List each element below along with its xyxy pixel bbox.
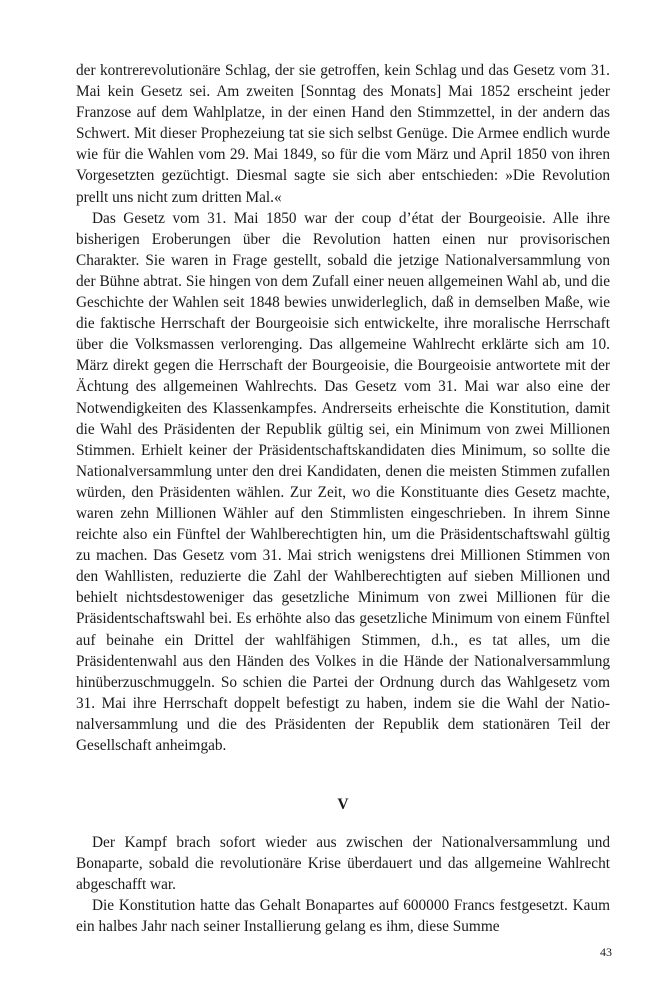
section-spacer: [76, 815, 610, 832]
section-heading: V: [337, 796, 349, 814]
section-spacer: [76, 756, 610, 794]
paragraph-salary: Die Konstitution hatte das Gehalt Bonapartes auf 600000 Francs festgesetzt. Kaum ein halbes Jahr nach seiner Installierung gelang es ihm, diese Summe: [76, 897, 610, 936]
paragraph-struggle-resumed: Der Kampf brach sofort wieder aus zwischen der Nationalversammlung und Bonaparte, sobald die revolutionäre Krise überdauert und das allgemeine Wahlrecht abgeschafft war.: [76, 834, 610, 894]
page-body: [76, 60, 610, 960]
paragraph-continuation: der kontrerevolutionäre Schlag, der sie getroffen, kein Schlag und das Gesetz vom 31. Mai kein Gesetz sei. Am zweiten [Sonntag des Monats] Mai 1852 erscheint jeder Franzose auf dem Wahlplatze, in der einen Hand den Stimmzettel, in der andern das Schwert. Mit dieser Prophezeiung tat sie sich selbst Genüge. Die Armee endlich wurde wie für die Wahlen vom 29. Mai 1849, so für die vom März und April 1850 von ihren Vorgesetzten gezüchtigt. Diesmal sagte sie sich aber entschieden: »Die Revolution prellt uns nicht zum dritten Mal.«: [76, 62, 610, 206]
page-number: 43: [600, 945, 612, 959]
paragraph-law-of-may-31: Das Gesetz vom 31. Mai 1850 war der coup d’état der Bourgeoisie. Alle ihre bisherigen Eroberungen über die Revolution hatten einen nur provisorischen Charakter. Sie waren in Frage gestellt, sobald die jetzige Nationalversammlung von der Bühne abtrat. Sie hingen von dem Zufall einer neuen allgemeinen Wahl ab, und die Geschichte der Wahlen seit 1848 bewies unwiderleglich, daß in demselben Maße, wie die faktische Herrschaft der Bourgeoisie sich entwickelte, ihre moralische Herrschaft über die Volksmassen verlorenging. Das allgemeine Wahlrecht erklärte sich am 10. März direkt gegen die Herrschaft der Bourgeoisie, die Bourgeoisie antwortete mit der Ächtung des allgemeinen Wahlrechts. Das Gesetz vom 31. Mai war also eine der Notwendigkeiten des Klassenkampfes. Andrerseits erheischte die Konstitution, damit die Wahl des Präsidenten der Republik gültig sei, ein Minimum von zwei Millionen Stimmen. Erhielt keiner der Präsidentschaftskandidaten dies Minimum, so sollte die Nationalversammlung unter den drei Kandidaten, denen die meisten Stimmen zufallen würden, den Präsidenten wählen. Zur Zeit, wo die Konstituante dies Gesetz machte, waren zehn Millionen Wähler auf den Stimmlisten eingeschrieben. In ihrem Sinne reichte also ein Fünftel der Wahlberechtigten hin, um die Präsidentschaftswahl gültig zu machen. Das Gesetz vom 31. Mai strich wenigstens drei Millionen Stimmen von den Wahllisten, reduzierte die Zahl der Wahlberechtigten auf sieben Millionen und behielt nichtsdestoweniger das gesetzliche Minimum von zwei Millionen für die Präsidentschaftswahl bei. Es erhöhte also das gesetzliche Minimum von einem Fünftel auf beinahe ein Drittel der wahlfähigen Stimmen, d.h., es tat alles, um die Präsidentenwahl aus den Händen des Volkes in die Hände der Nationalversammlung hinüberzuschmuggeln. So schien die Partei der Ordnung durch das Wahlgesetz vom 31. Mai ihre Herrschaft doppelt befestigt zu haben, indem sie die Wahl der Nationalversammlung und die des Präsidenten der Republik dem stationären Teil der Gesellschaft anheimgab.: [76, 209, 610, 754]
